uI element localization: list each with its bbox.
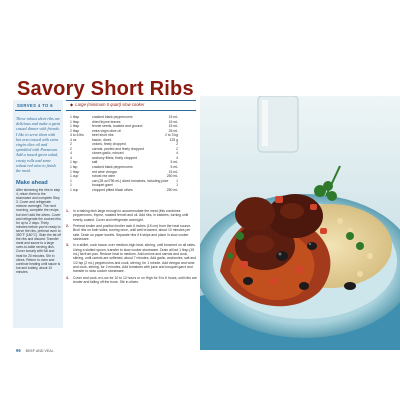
ingredient-name: robust red wine	[92, 174, 116, 179]
step-text: Preheat broiler and position broiler rack 6 inches (15 cm) from the heat source. Broil ribs on both sides, turning once, until well browned, about 10 minutes per side. Drain on paper towels. Separate ribs if it strips and place in slow cooker stoneware.	[73, 224, 192, 241]
page-number: 96	[16, 348, 21, 353]
bullet-icon: ◆	[70, 102, 74, 107]
ingredient-metric: 2	[176, 142, 178, 147]
ingredient-name: can (28 oz/796 mL) diced tomatoes, including juice	[92, 178, 169, 183]
sidebar-divider	[15, 110, 61, 111]
ingredients-top-rule	[66, 100, 196, 101]
method-steps	[66, 209, 198, 287]
method-step	[66, 209, 198, 222]
ingredient-metric: 125 g	[169, 137, 178, 142]
ingredient-metric: 15 mL	[168, 169, 178, 174]
step-text: Cover and cook on Low for 10 to 12 hours or on High for 5 to 6 hours, until ribs are tender and falling off the bone. Stir in olives.	[73, 275, 197, 285]
ingredient-name: beef short ribs	[92, 133, 114, 138]
recipe-photo	[200, 96, 400, 350]
ingredient-quantity: 1 tsp	[70, 165, 78, 170]
ingredient-quantity: 1 tbsp	[70, 119, 80, 124]
ingredient-name: cracked black peppercorns	[92, 115, 133, 119]
ingredient-name: onions, finely chopped	[92, 142, 126, 147]
equipment-note	[70, 102, 144, 107]
ingredient-metric: 250 mL	[166, 187, 178, 192]
ingredient-quantity: 1	[70, 178, 72, 183]
ingredient-metric: 5 mL	[170, 160, 178, 165]
method-step	[66, 243, 198, 273]
ingredient-name: extra virgin olive oil	[92, 128, 121, 133]
step-number: 2.	[66, 224, 69, 229]
ingredient-metric: 15 mL	[168, 124, 178, 129]
ingredient-metric: 25 mL	[168, 128, 178, 133]
ingredients-list	[70, 115, 178, 192]
method-step	[66, 276, 198, 285]
ingredient-metric: 15 mL	[168, 119, 178, 124]
section-name: BEEF AND VEAL	[25, 349, 54, 353]
step-text: In a skillet, cook bacon over medium-high heat, stirring, until browned on all sides. Using a slotted spoon, transfer to slow cooker stoneware. Drain all but 1 tbsp (15 mL) fat from pan. Reduce heat to medium. Add onions and carrots and cook, stirring, until carrots are softened, about 7 minutes. Add garlic, anchovies, salt and 1/2 tsp (2 mL) peppercorns and cook, stirring, for 1 minute. Add vinegar and wine and cook, stirring, for 2 minutes. Add tomatoes with juice and bouquet garni and transfer to slow cooker stoneware.	[73, 243, 197, 274]
ingredient-name: dried thyme leaves	[92, 119, 121, 124]
ingredient-name: red wine vinegar	[92, 169, 117, 174]
ingredient-metric: 2	[176, 146, 178, 151]
make-ahead-text: After skimming the ribs in step 4, return them to the stoneware and complete Step 3. Cover and refrigerate mixture overnight. The next morning, complete the recipe, but don't add the olives. Cover and refrigerate the cooked ribs for up to 2 days. Thirty minutes before you're ready to serve the ribs, preheat oven to 350°F (180°C). Skim the fat off the ribs and discard. Transfer meat and sauce to a large oven-to-table serving dish. Cover loosely with foil and heat for 20 minutes. Stir in olives. Return to oven and continue heating until sauce is hot and bubbly, about 10 minutes.	[16, 188, 61, 274]
ingredient-quantity: 2	[70, 142, 72, 147]
page-footer	[16, 348, 54, 353]
ingredient-quantity: 4	[70, 151, 72, 156]
ingredient-quantity: 1 tbsp	[70, 124, 80, 129]
ingredient-quantity: 1 cup	[70, 174, 79, 179]
recipe-title: Savory Short Ribs	[17, 78, 194, 100]
ingredient-name: cloves garlic, minced	[92, 151, 124, 156]
ingredient-quantity: 4	[70, 155, 72, 160]
ingredient-quantity: 1 tbsp	[70, 169, 80, 174]
ingredient-quantity: 1 tbsp	[70, 115, 80, 119]
ingredient-name: anchovy fillets, finely chopped	[92, 155, 138, 160]
ingredient-name: bacon, diced	[92, 137, 112, 142]
ingredient-metric: 5 mL	[170, 165, 178, 170]
ingredient-metric: 1	[176, 178, 178, 183]
ingredient-metric: 4	[176, 151, 178, 156]
ingredient-name: fennel seeds, toasted and ground	[92, 124, 143, 129]
ingredient-name: cracked black peppercorns	[92, 165, 133, 170]
ingredient-quantity: 1	[70, 183, 72, 188]
ingredient-row	[70, 188, 178, 193]
ingredient-name: chopped pitted black olives	[92, 187, 133, 192]
make-ahead-heading: Make ahead	[16, 180, 48, 186]
ingredient-quantity: 1 tsp	[70, 160, 78, 165]
ingredient-quantity: 2	[70, 146, 72, 151]
recipe-intro: These robust short ribs are delicious and make a great casual dinner with friends. I like to serve them with hot orzo tossed with extra virgin olive oil and sprinkled with Parmesan. Add a tossed green salad, crusty rolls and some robust red wine to finish the meal.	[16, 116, 61, 174]
ingredients-header-rule	[66, 110, 196, 111]
serves-label: SERVES 4 TO 6	[17, 103, 54, 108]
step-text: In a baking dish large enough to accommodate the meat (this combines peppercorns, thyme, roasted fennel and oil. Add ribs, in batches, turning until evenly coated. Cover and refrigerate overnight.	[73, 209, 189, 222]
method-step	[66, 224, 198, 241]
ingredient-quantity: 4 oz	[70, 137, 77, 142]
ingredient-metric: 4	[176, 155, 178, 160]
ingredient-name: bouquet garni	[92, 183, 113, 188]
ingredient-metric: 15 mL	[168, 115, 178, 119]
step-number: 3.	[66, 243, 69, 248]
ingredient-metric: 250 mL	[166, 174, 178, 179]
ingredient-metric: 1	[176, 183, 178, 188]
ingredient-quantity: 4 to 6 lbs	[70, 133, 84, 138]
equipment-text: Large (minimum 5 quart) slow cooker	[75, 102, 145, 107]
step-number: 1.	[66, 209, 69, 213]
ingredient-name: salt	[92, 160, 98, 165]
ingredient-quantity: 2 tbsp	[70, 128, 80, 133]
ingredient-metric: 2 to 3 kg	[164, 133, 178, 138]
step-number: 4.	[66, 275, 69, 280]
ingredient-name: carrots, peeled and finely chopped	[92, 146, 144, 151]
ingredient-quantity: 1 cup	[70, 187, 79, 192]
